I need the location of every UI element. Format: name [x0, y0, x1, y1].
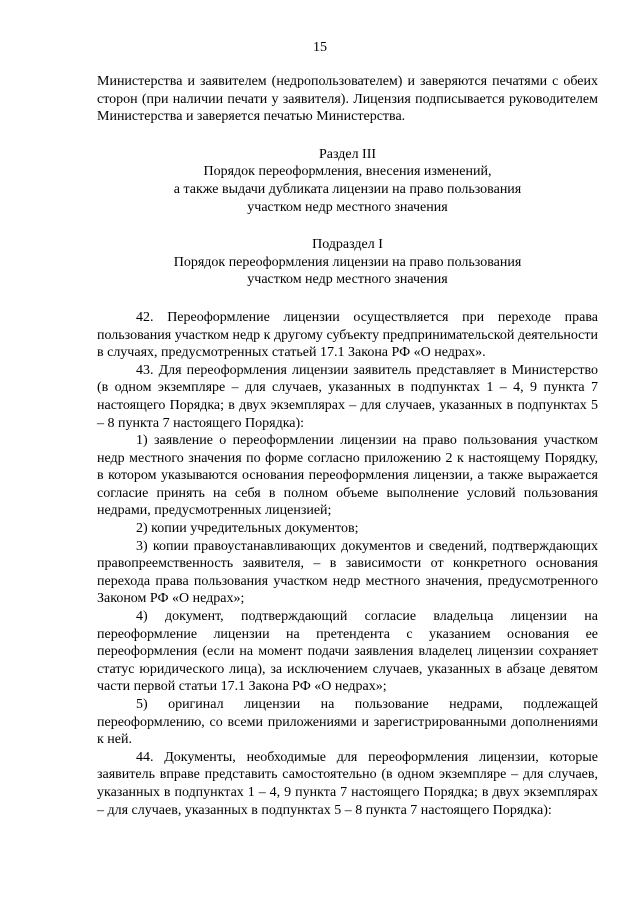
subsection-title-line: Порядок переоформления лицензии на право пользования — [173, 254, 522, 270]
list-item-3: 3) копии правоустанавливающих документов и сведений, подтверждающих правопреемственность заявителя, – в зависимости от конкретного основания перехода права пользования участком недр местного значения, предусмотренного Законом РФ «О недрах»; — [97, 538, 598, 607]
paragraph-43: 43. Для переоформления лицензии заявитель представляет в Министерство (в одном экземпляре – для случаев, указанных в подпунктах 1 – 4, 9 пункта 7 настоящего Порядка; в двух экземплярах – для случаев, указанных в подпунктах 5 – 8 пункта 7 настоящего Порядка): — [97, 362, 598, 431]
paragraph-44: 44. Документы, необходимые для переоформления лицензии, которые заявитель вправе представить самостоятельно (в одном экземпляре – для случаев, указанных в подпунктах 1 – 4, 9 пункта 7 настоящего Порядка; в двух экземплярах – для случаев, указанных в подпунктах 5 – 8 пункта 7 настоящего Порядка): — [97, 749, 598, 818]
list-item-1: 1) заявление о переоформлении лицензии на право пользования участком недр местного значения по форме согласно приложению 2 к настоящему Порядку, в котором указываются основания переоформления лицензии, а также выражается согласие принять на себя в полном объеме выполнение условий пользования недрами, предусмотренных лицензией; — [97, 433, 598, 519]
intro-paragraph: Министерства и заявителем (недропользователем) и заверяются печатями с обеих сторон (при наличии печати у заявителя). Лицензия подписывается руководителем Министерства и заверяется печатью Министерства. — [97, 74, 598, 125]
paragraph-42: 42. Переоформление лицензии осуществляется при переходе права пользования участком недр к другому субъекту предпринимательской деятельности в случаях, предусмотренных статьей 17.1 Закона РФ «О недрах». — [97, 309, 598, 361]
page-number: 15 — [313, 40, 327, 55]
section-label: Раздел III — [318, 146, 377, 162]
document-body — [97, 73, 598, 819]
subsection-label: Подраздел I — [312, 237, 383, 253]
list-item-4: 4) документ, подтверждающий согласие владельца лицензии на переоформление лицензии на претендента с указанием основания ее переоформления (если на момент подачи заявления владелец лицензии сохраняет статус юридического лица), за исключением случаев, указанных в абзаце девятом части первой статьи 17.1 Закона РФ «О недрах»; — [97, 609, 598, 695]
list-item-2: 2) копии учредительных документов; — [136, 521, 359, 537]
section-title-line: а также выдачи дубликата лицензии на право пользования — [173, 181, 522, 197]
list-item-5: 5) оригинал лицензии на пользование недрами, подлежащей переоформлению, со всеми приложениями и зарегистрированными дополнениями к ней. — [97, 697, 598, 748]
section-title-line: участком недр местного значения — [247, 199, 448, 215]
section-title-line: Порядок переоформления, внесения изменений, — [203, 164, 492, 180]
subsection-title-line: участком недр местного значения — [247, 272, 448, 288]
